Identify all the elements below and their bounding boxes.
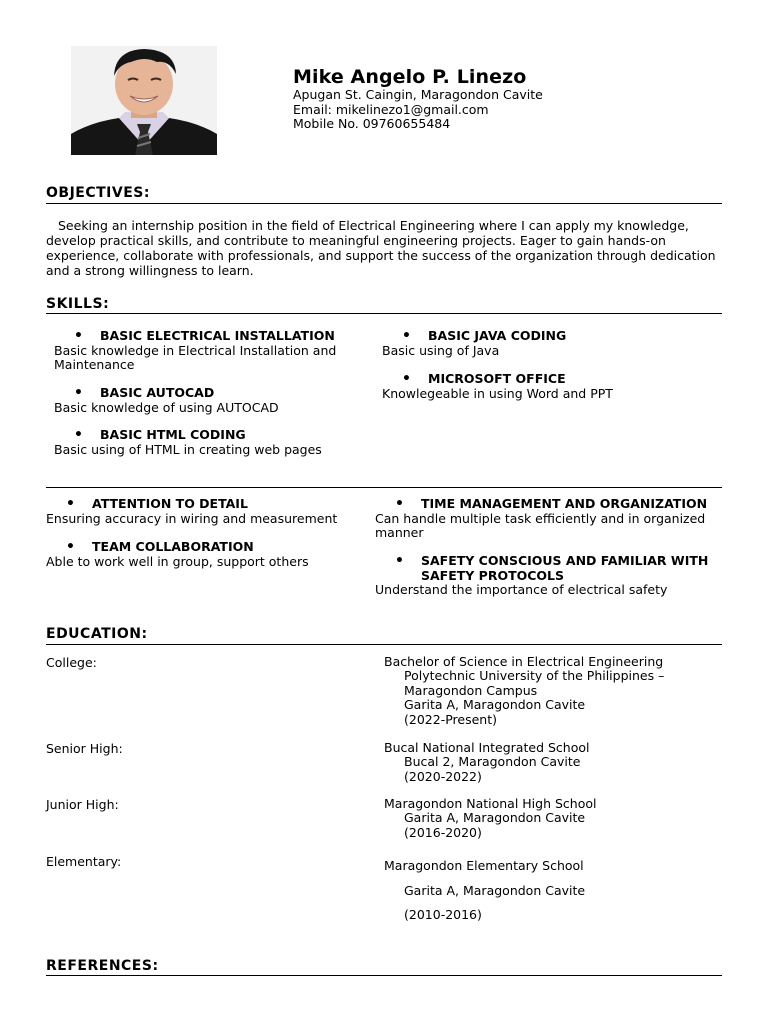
references-heading: REFERENCES: — [46, 958, 159, 974]
address: Apugan St. Caingin, Maragondon Cavite — [293, 87, 543, 102]
education-entry: Maragondon Elementary School Garita A, Maragondon Cavite (2010-2016) — [384, 858, 586, 922]
skills-heading: SKILLS: — [46, 296, 110, 312]
skill-item: • ATTENTION TO DETAIL Ensuring accuracy in wiring and measurement — [46, 496, 338, 526]
profile-photo — [71, 46, 217, 155]
objectives-heading: OBJECTIVES: — [46, 185, 150, 201]
education-level-label: Senior High: — [46, 741, 123, 756]
education-level-label: Elementary: — [46, 854, 122, 869]
education-entry: Bachelor of Science in Electrical Engineering Polytechnic University of the Philippines – Maragondon Campus Garita A, Maragondon Cavite (2022-Present) — [384, 654, 665, 727]
skills-divider — [46, 313, 722, 314]
contact-info — [293, 88, 543, 132]
education-level-label: College: — [46, 655, 97, 670]
skill-item: • BASIC ELECTRICAL INSTALLATION Basic knowledge in Electrical Installation and Maintenance — [54, 328, 337, 372]
applicant-name: Mike Angelo P. Linezo — [293, 66, 527, 88]
skill-item: • MICROSOFT OFFICE Knowlegeable in using Word and PPT — [382, 371, 613, 401]
skill-item: • BASIC HTML CODING Basic using of HTML in creating web pages — [54, 427, 322, 457]
objective-text: Seeking an internship position in the field of Electrical Engineering where I can apply my knowledge, develop practical skills, and contribute to meaningful engineering projects. Eager to gain hands-on experience, collaborate with professionals, and support the success of the organization through dedication and a strong willingness to learn. — [46, 218, 716, 278]
email: Email: mikelinezo1@gmail.com — [293, 101, 489, 117]
education-entry: Bucal National Integrated School Bucal 2, Maragondon Cavite (2020-2022) — [384, 740, 590, 784]
skill-item: • BASIC AUTOCAD Basic knowledge of using AUTOCAD — [54, 385, 279, 415]
education-heading: EDUCATION: — [46, 626, 148, 642]
objectives-divider — [46, 203, 722, 204]
skill-item: • SAFETY CONSCIOUS AND FAMILIAR WITH SAFETY PROTOCOLS Understand the importance of electrical safety — [375, 553, 709, 597]
soft-skills-divider — [46, 487, 722, 488]
references-divider — [46, 975, 722, 976]
education-entry: Maragondon National High School Garita A, Maragondon Cavite (2016-2020) — [384, 796, 597, 840]
skill-item: • TIME MANAGEMENT AND ORGANIZATION Can handle multiple task efficiently and in organized manner — [375, 496, 708, 540]
skill-item: • BASIC JAVA CODING Basic using of Java — [382, 328, 567, 358]
education-level-label: Junior High: — [46, 797, 119, 812]
mobile-number: Mobile No. 09760655484 — [293, 116, 451, 131]
education-divider — [46, 644, 722, 645]
skill-item: • TEAM COLLABORATION Able to work well in group, support others — [46, 539, 309, 569]
